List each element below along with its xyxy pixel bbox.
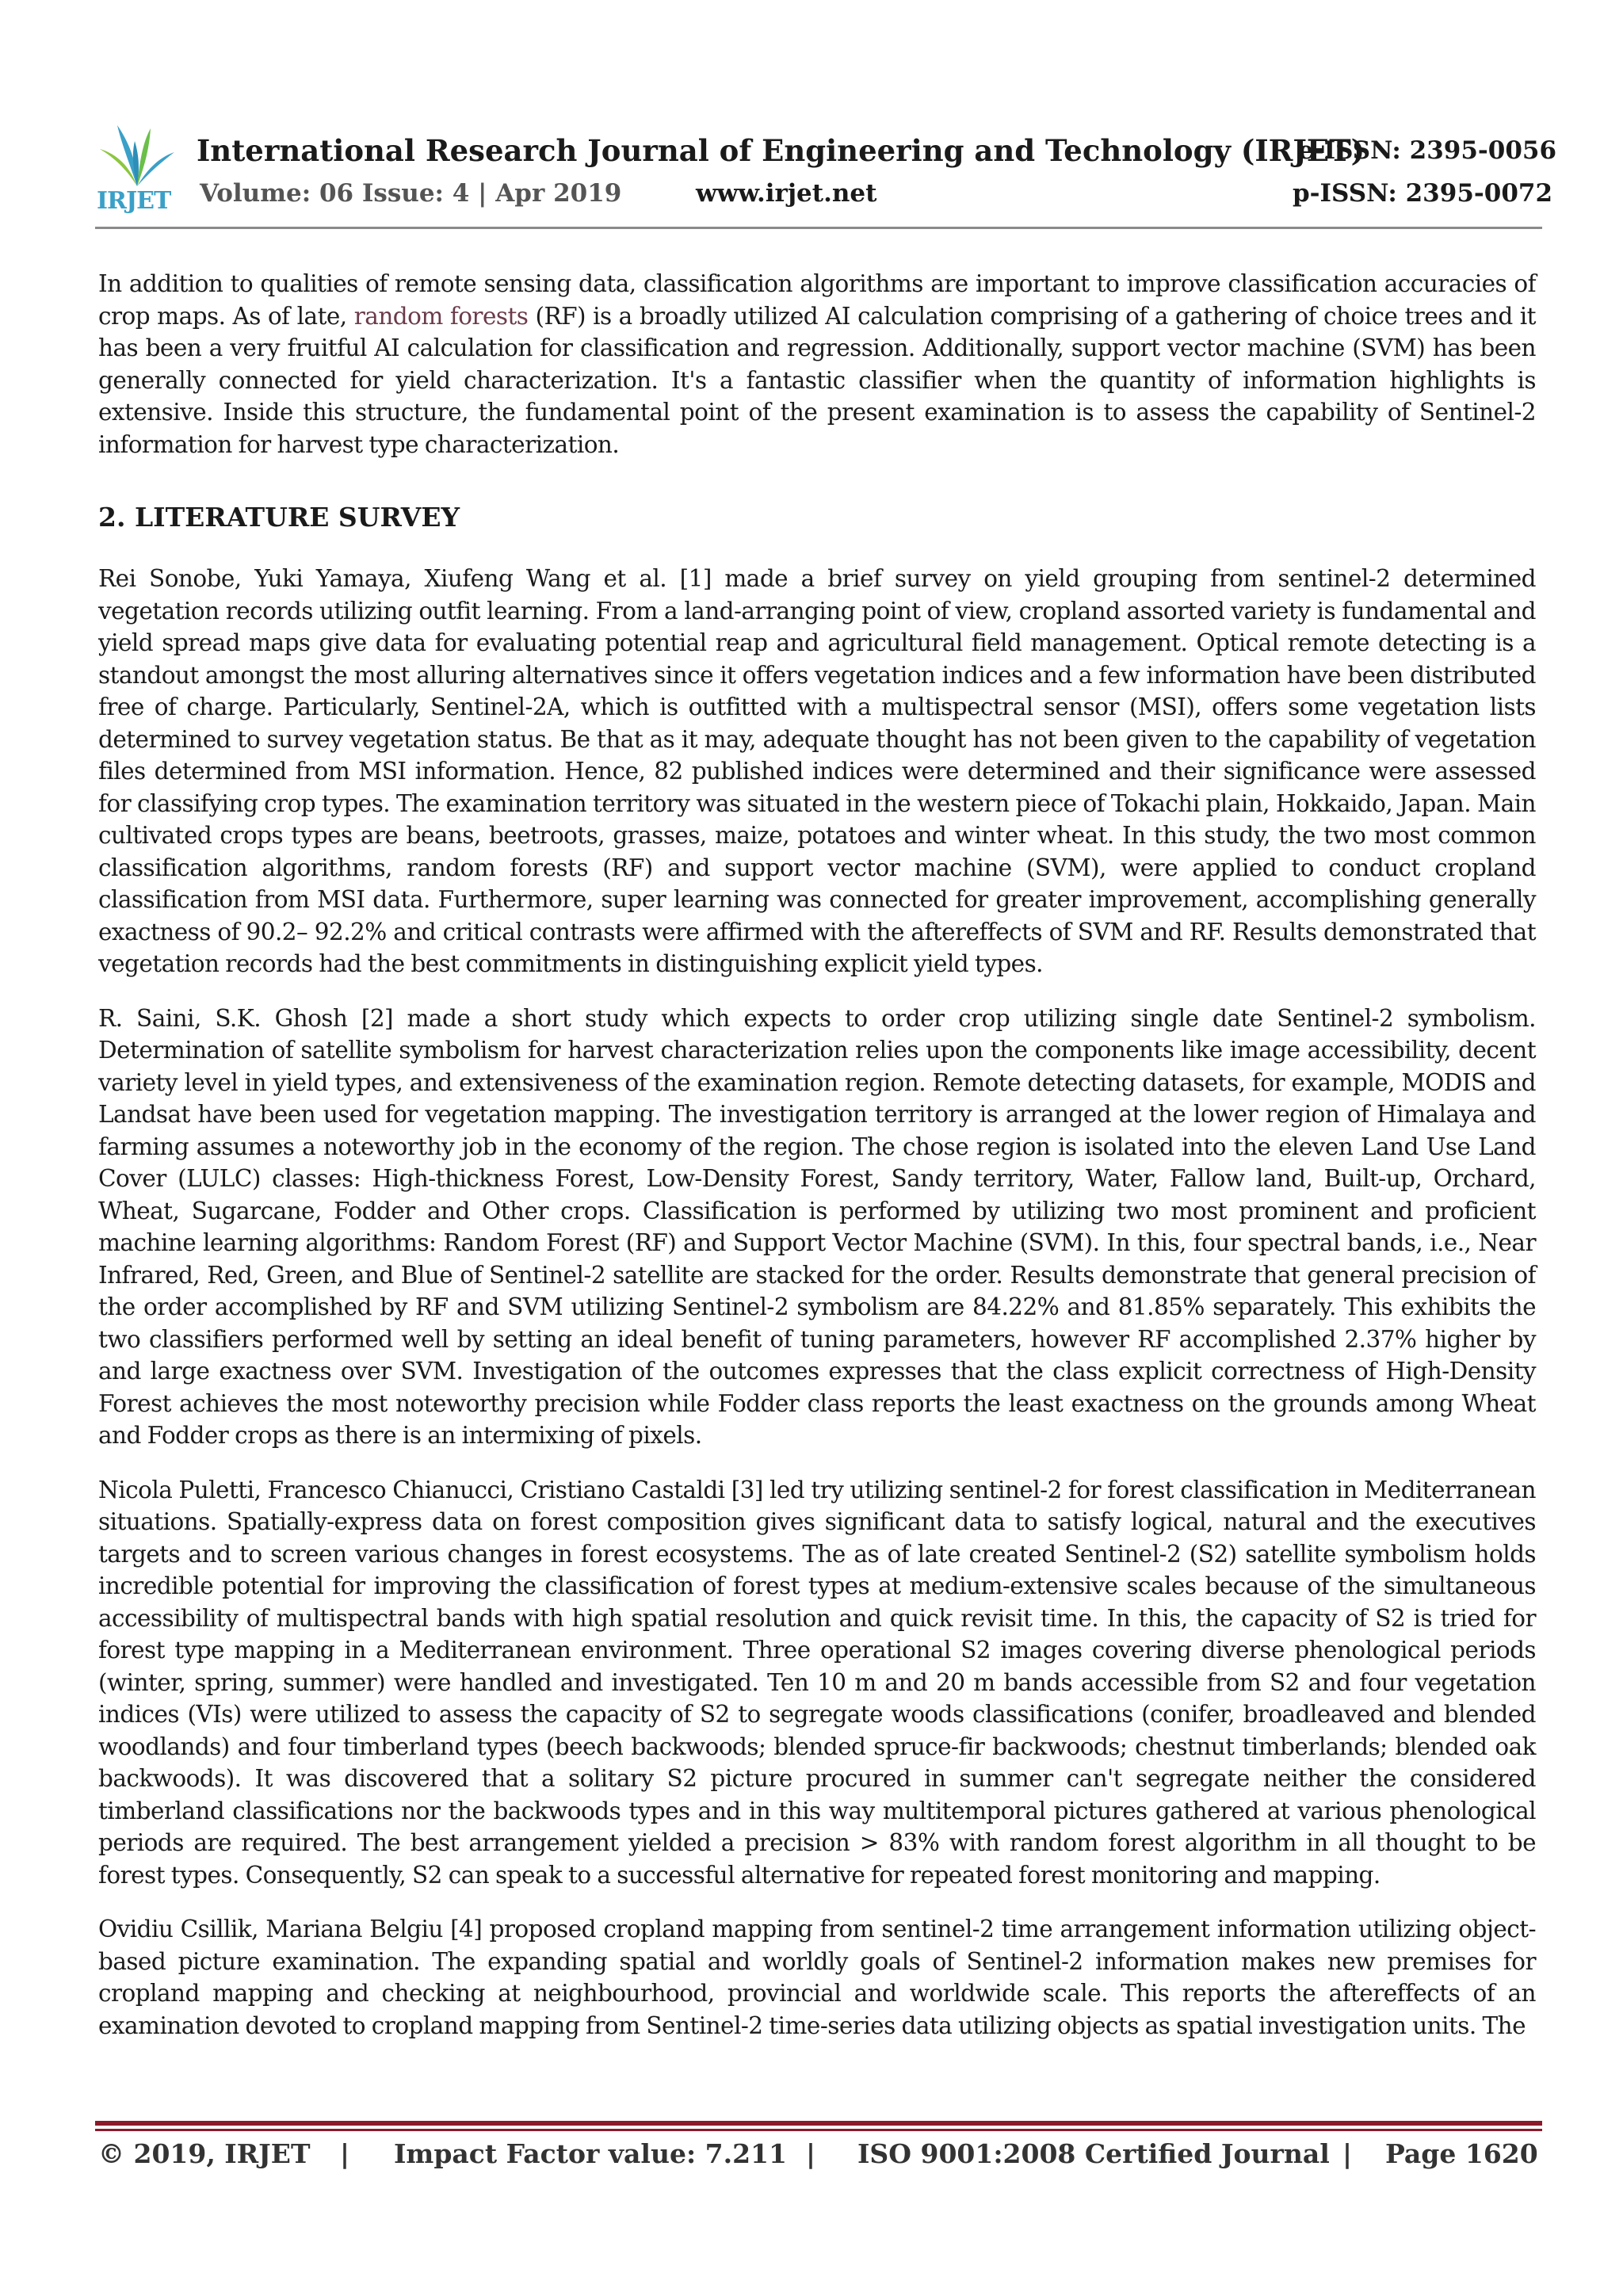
footer-separator: | [340, 2138, 350, 2169]
footer-separator: | [806, 2138, 816, 2169]
logo-leaves-icon [94, 119, 181, 190]
volume-info: Volume: 06 Issue: 4 | Apr 2019 [200, 179, 622, 208]
website-link[interactable]: www.irjet.net [696, 179, 877, 208]
footer-impact-factor: Impact Factor value: 7.211 [394, 2138, 787, 2169]
paragraph-ref-1: Rei Sonobe, Yuki Yamaya, Xiufeng Wang et al. [1] made a brief survey on yield grouping from sentinel-2 determined vegetation records utilizing outfit learning. From a land-arranging point of view, cropland assorted variety is fundamental and yield spread maps give data for evaluating potential reap and agricultural field management. Optical remote detecting is a standout amongst the most alluring alternatives since it offers vegetation indices and a few information have been distributed free of charge. Particularly, Sentinel-2A, which is outfitted with a multispectral sensor (MSI), offers some vegetation lists determined to survey vegetation status. Be that as it may, adequate thought has not been given to the capability of vegetation files determined from MSI information. Hence, 82 published indices were determined and their significance were assessed for classifying crop types. The examination territory was situated in the western piece of Tokachi plain, Hokkaido, Japan. Main cultivated crops types are beans, beetroots, grasses, maize, potatoes and winter wheat. In this study, the two most common classification algorithms, random forests (RF) and support vector machine (SVM), were applied to conduct cropland classification from MSI data. Furthermore, super learning was connected for greater improvement, accomplishing generally exactness of 90.2– 92.2% and critical contrasts were affirmed with the aftereffects of SVM and RF. Results demonstrated that vegetation records had the best commitments in distinguishing explicit yield types. [98, 565, 1536, 977]
journal-title: International Research Journal of Engineering and Technology (IRJET) [197, 133, 1365, 168]
section-heading: 2. LITERATURE SURVEY [98, 502, 460, 533]
page-header [94, 119, 1557, 238]
footer-separator: | [1342, 2138, 1353, 2169]
header-divider [95, 227, 1542, 229]
footer-iso: ISO 9001:2008 Certified Journal [857, 2138, 1330, 2169]
paragraph-ref-2: R. Saini, S.K. Ghosh [2] made a short study which expects to order crop utilizing single date Sentinel-2 symbolism. Determination of satellite symbolism for harvest characterization relies upon the components like image accessibility, decent variety level in yield types, and extensiveness of the examination region. Remote detecting datasets, for example, MODIS and Landsat have been used for vegetation mapping. The investigation territory is arranged at the lower region of Himalaya and farming assumes a noteworthy job in the economy of the region. The chose region is isolated into the eleven Land Use Land Cover (LULC) classes: High-thickness Forest, Low-Density Forest, Sandy territory, Water, Fallow land, Built-up, Orchard, Wheat, Sugarcane, Fodder and Other crops. Classification is performed by utilizing two most prominent and proficient machine learning algorithms: Random Forest (RF) and Support Vector Machine (SVM). In this, four spectral bands, i.e., Near Infrared, Red, Green, and Blue of Sentinel-2 satellite are stacked for the order. Results demonstrate that general precision of the order accomplished by RF and SVM utilizing Sentinel-2 symbolism are 84.22% and 81.85% separately. This exhibits the two classifiers performed well by setting an ideal benefit of tuning parameters, however RF accomplished 2.37% higher by and large exactness over SVM. Investigation of the outcomes expresses that the class explicit correctness of High-Density Forest achieves the most noteworthy precision while Fodder class reports the least exactness on the grounds among Wheat and Fodder crops as there is an intermixing of pixels. [98, 1004, 1536, 1449]
footer-divider-thin [95, 2129, 1542, 2131]
intro-paragraph [98, 268, 1536, 460]
random-forests-link[interactable]: random forests [353, 302, 529, 330]
article-body [98, 268, 1536, 2064]
page-footer [98, 2138, 1536, 2186]
intro-text-1: In addition to qualities of remote sensing data, classification algorithms are important to improve classification accuracies of crop maps. As of late, [98, 270, 1536, 330]
e-issn: e-ISSN: 2395-0056 [1298, 136, 1557, 165]
footer-divider-thick [95, 2121, 1542, 2126]
footer-page-number: Page 1620 [1385, 2138, 1538, 2169]
paragraph-ref-4: Ovidiu Csillik, Mariana Belgiu [4] proposed cropland mapping from sentinel-2 time arrangement information utilizing object-based picture examination. The expanding spatial and worldly goals of Sentinel-2 information makes new premises for cropland mapping and checking at neighbourhood, provincial and worldwide scale. This reports the aftereffects of an examination devoted to cropland mapping from Sentinel-2 time-series data utilizing objects as spatial investigation units. The [98, 1916, 1536, 2039]
paragraph-ref-3: Nicola Puletti, Francesco Chianucci, Cristiano Castaldi [3] led try utilizing sentinel-2 for forest classification in Mediterranean situations. Spatially-express data on forest composition gives significant data to satisfy logical, natural and the executives targets and to screen various changes in forest ecosystems. The as of late created Sentinel-2 (S2) satellite symbolism holds incredible potential for improving the classification of forest types at medium-extensive scales because of the simultaneous accessibility of multispectral bands with high spatial resolution and quick revisit time. In this, the capacity of S2 is tried for forest type mapping in a Mediterranean environment. Three operational S2 images covering diverse phenological periods (winter, spring, summer) were handled and investigated. Ten 10 m and 20 m bands accessible from S2 and four vegetation indices (VIs) were utilized to assess the capacity of S2 to segregate woods classifications (conifer, broadleaved and blended woodlands) and four timberland types (beech backwoods; blended spruce-fir backwoods; chestnut timberlands; blended oak backwoods). It was discovered that a solitary S2 picture procured in summer can't segregate neither the considered timberland classifications nor the backwoods types and in this way multitemporal pictures gathered at various phenological periods are required. The best arrangement yielded a precision > 83% with random forest algorithm in all thought to be forest types. Consequently, S2 can speak to a successful alternative for repeated forest monitoring and mapping. [98, 1476, 1536, 1889]
logo-text: IRJET [97, 187, 171, 215]
intro-text-2: (RF) is a broadly utilized AI calculation comprising of a gathering of choice trees and it has been a very fruitful AI calculation for classification and regression. Additionally, support vector machine (SVM) has been generally connected for yield characterization. It's a fantastic classifier when the quantity of information highlights is extensive. Inside this structure, the fundamental point of the present examination is to assess the capability of Sentinel-2 information for harvest type characterization. [98, 302, 1536, 458]
irjet-logo [94, 119, 181, 214]
p-issn: p-ISSN: 2395-0072 [1293, 179, 1553, 208]
footer-copyright: © 2019, IRJET [98, 2138, 311, 2169]
